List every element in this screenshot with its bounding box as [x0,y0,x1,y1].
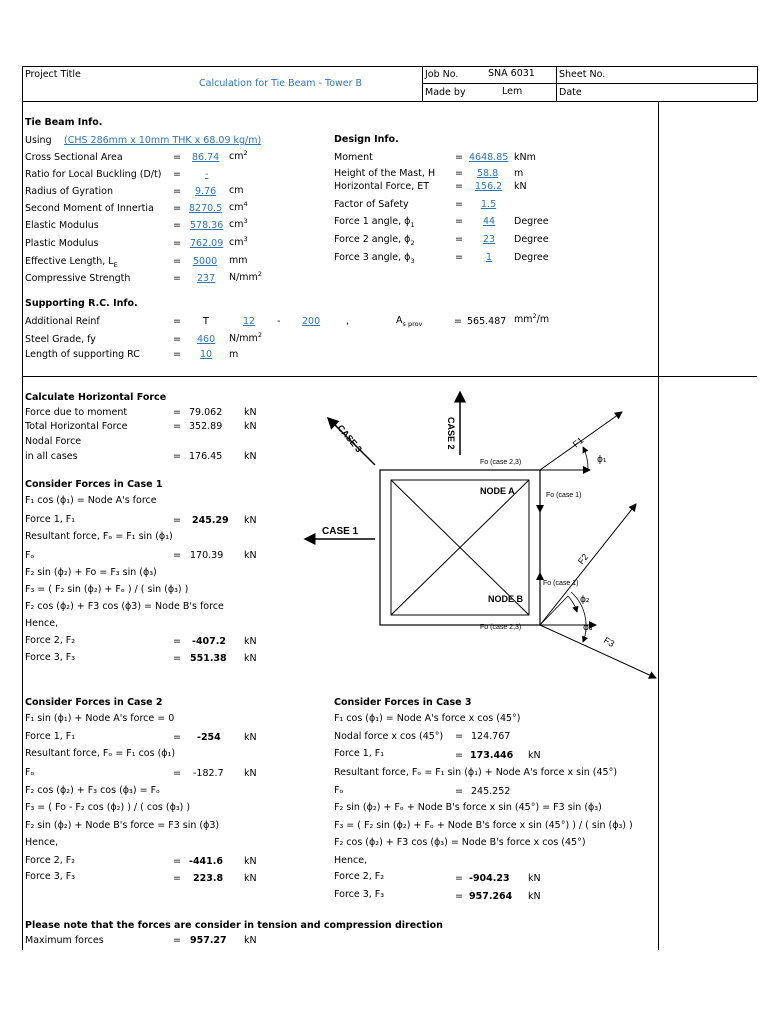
case1-label: CASE 1 [322,526,359,537]
case1-f1-eq: = [173,515,181,526]
case2-label: CASE 2 [446,417,456,450]
reinf-eq: = [173,316,181,327]
horizontal-row-label: Total Horizontal Force [25,421,128,432]
header-bottom-line [22,101,757,102]
tie-row-label: Cross Sectional Area [25,152,123,163]
tie-row-label: Plastic Modulus [25,238,99,249]
rc-length-label: Length of supporting RC [25,349,140,360]
design-row-label: Height of the Mast, H [334,168,436,179]
case3-f2-value: -904.23 [469,873,510,884]
tie-row-unit: $cm^4$ [229,199,248,213]
design-row-label: Horizontal Force, ET [334,181,430,192]
reinf-spacing[interactable]: 200 [302,316,321,327]
case2-f3-value: 223.8 [193,873,224,884]
section-divider-1 [22,376,757,377]
reinf-dash: - [277,316,281,327]
steel-grade-unit: $N/mm^2$ [229,330,262,344]
case2-f3-unit: kN [244,873,257,884]
case1-fo-eq: = [173,550,181,561]
fo-b-label: Fo (case 1) [543,580,579,587]
design-row-label: Force 1 angle, $\phi_1$ [334,216,415,229]
case2-f2-unit: kN [244,856,257,867]
case1-f1-label: Force 1, F₁ [25,514,76,525]
case3-line1: F₁ cos (ϕ₁) = Node A's force x cos (45°) [334,713,521,724]
case2-f1-eq: = [173,732,181,743]
design-row-label: Force 3 angle, $\phi_3$ [334,252,415,265]
case2-resultant: Resultant force, Fₒ = F₁ cos (ϕ₁) [25,748,176,759]
frame-right-line [757,66,758,101]
design-info-heading: Design Info. [334,134,399,145]
f2-arrow [540,504,636,625]
case1-f3-eq: = [173,653,181,664]
date-label: Date [559,87,582,98]
case2-fo-unit: kN [244,768,257,779]
fo-top-label: Fo (case 2,3) [480,459,522,466]
case3-nodal-value: 124.767 [471,731,511,742]
frame-left-line [22,66,23,950]
reinf-comma: , [346,316,350,327]
case2-line4: F₂ sin (ϕ₂) + Node B's force = F3 sin (ϕ3) [25,820,220,831]
horizontal-row-unit: kN [244,421,257,432]
fo-a-label: Fo (case 1) [546,492,582,499]
tie-row-label: Ratio for Local Buckling (D/t) [25,169,162,180]
case3-fo-eq: = [455,786,463,797]
case3-f1-value: 173.446 [470,750,514,761]
tie-row-unit: $cm^3$ [229,216,248,230]
horizontal-force-heading: Calculate Horizontal Force [25,392,167,403]
horizontal-row-label: Nodal Force [25,436,82,447]
using-label: Using [25,135,52,146]
case3-f3-unit: kN [528,891,541,902]
case1-f1-value: 245.29 [192,515,229,526]
case1-fo-label: Fₒ [25,550,35,561]
tie-row-value[interactable]: 9.76 [195,186,217,197]
case3-f2-eq: = [455,873,463,884]
case1-f2-label: Force 2, F₂ [25,635,76,646]
as-prov-label: $A_{s prov}$ [396,315,423,328]
tie-row-unit: mm [229,255,248,266]
summary-note: Please note that the forces are consider in tension and compression direction [25,920,443,931]
case3-f1-label: Force 1, F₁ [334,748,385,759]
steel-grade-label: Steel Grade, fy [25,334,96,345]
case2-line3: F₃ = ( Fo - F₂ cos (ϕ₂) ) / ( cos (ϕ₃) ) [25,802,191,813]
tie-beam-heading: Tie Beam Info. [25,117,103,128]
tie-row-unit: cm [229,185,244,196]
job-no-label: Job No. [425,69,459,80]
as-prov-unit: $mm^2/m$ [514,311,550,325]
case1-line2: F₂ sin (ϕ₂) + Fo = F₃ sin (ϕ₃) [25,567,157,578]
tie-row-unit: $cm^2$ [229,148,248,162]
design-row-value[interactable]: 1 [486,252,493,263]
case2-fo-eq: = [173,768,181,779]
max-forces-value: 957.27 [190,935,227,946]
rc-length-unit: m [229,349,239,360]
additional-reinf-label: Additional Reinf [25,316,100,327]
tie-row-value[interactable]: 8270.5 [189,203,223,214]
case1-f1-unit: kN [244,515,257,526]
case3-f2-unit: kN [528,873,541,884]
case1-fo-unit: kN [244,550,257,561]
case3-f3-eq: = [455,891,463,902]
project-title-label: Project Title [25,69,81,80]
case2-f1-value: -254 [197,732,221,743]
design-row-eq: = [455,152,463,163]
design-row-unit: m [514,168,524,179]
tie-row-unit: $N/mm^2$ [229,269,262,283]
steel-grade-value[interactable]: 460 [197,334,216,345]
case3-f3-label: Force 3, F₃ [334,889,385,900]
tie-row-value[interactable]: 237 [197,273,216,284]
f3-arrow [540,625,656,678]
angle-arc-2 [568,596,577,612]
design-row-eq: = [455,168,463,179]
tie-row-label: Second Moment of Innertia [25,203,154,214]
made-by-label: Made by [425,87,466,98]
tie-row-eq: = [173,273,181,284]
case1-hence: Hence, [25,618,59,629]
made-by-value: Lem [502,86,523,97]
sheet-no-label: Sheet No. [559,69,606,80]
design-row-eq: = [455,216,463,227]
tie-row-eq: = [173,238,181,249]
phi1-label: ϕ₁ [597,455,607,465]
tie-row-eq: = [173,169,181,180]
ref-line-b [540,596,568,625]
horizontal-row-value: 176.45 [189,451,223,462]
case1-line1: F₁ cos (ϕ₁) = Node A's force [25,495,157,506]
tie-row-eq: = [173,186,181,197]
case1-line3: F₃ = ( F₂ sin (ϕ₂) + Fₒ ) / ( sin (ϕ₃) ) [25,584,189,595]
f1-label: F1 [570,435,586,450]
node-b-label: NODE B [488,594,524,604]
case2-heading: Consider Forces in Case 2 [25,697,163,708]
tie-row-label: Effective Length, $L_E$ [25,256,118,269]
case2-f1-label: Force 1, F₁ [25,731,76,742]
horizontal-row-unit: kN [244,451,257,462]
case3-line2: F₂ sin (ϕ₂) + Fₒ + Node B's force x sin (45°) = F3 sin (ϕ₃) [334,802,602,813]
design-row-eq: = [455,181,463,192]
rc-length-eq: = [173,349,181,360]
case3-heading: Consider Forces in Case 3 [334,697,472,708]
header-col-line-1 [422,66,423,101]
node-a-label: NODE A [480,486,515,496]
f2-label: F2 [575,551,591,567]
f3-label: F3 [602,635,617,649]
case2-f1-unit: kN [244,732,257,743]
tie-row-label: Compressive Strength [25,273,131,284]
tie-row-eq: = [173,220,181,231]
header-mid-line [422,83,757,84]
design-row-unit: kNm [514,152,536,163]
design-row-label: Moment [334,152,373,163]
tie-row-unit: $cm^3$ [229,234,248,248]
design-row-label: Force 2 angle, $\phi_2$ [334,234,415,247]
case2-f3-label: Force 3, F₃ [25,871,76,882]
case3-hence: Hence, [334,855,368,866]
case1-f2-unit: kN [244,636,257,647]
as-prov-eq: = [454,316,462,327]
as-prov-value: 565.487 [467,316,507,327]
case1-f3-value: 551.38 [190,653,227,664]
design-row-eq: = [455,234,463,245]
tie-row-label: Radius of Gyration [25,186,113,197]
design-row-unit: Degree [514,216,549,227]
tie-row-value[interactable]: 762.09 [190,238,224,249]
design-row-value[interactable]: 44 [483,216,496,227]
case3-line4: F₂ cos (ϕ₂) + F3 cos (ϕ₃) = Node B's force x cos (45°) [334,837,586,848]
case3-fo-value: 245.252 [471,786,511,797]
case1-f3-unit: kN [244,653,257,664]
case3-label: CASE 3 [335,422,365,455]
case3-nodal-label: Nodal force x cos (45°) [334,731,444,742]
design-row-unit: Degree [514,252,549,263]
case2-f2-eq: = [173,856,181,867]
horizontal-row-eq: = [173,407,181,418]
case2-f2-value: -441.6 [189,856,223,867]
case3-line3: F₃ = ( F₂ sin (ϕ₂) + Fₒ + Node B's force x sin (45°) ) / ( sin (ϕ₃) ) [334,820,633,831]
reinf-bar-type: T [203,316,209,327]
case3-f2-label: Force 2, F₂ [334,871,385,882]
design-row-value[interactable]: 58.8 [477,168,499,179]
case1-heading: Consider Forces in Case 1 [25,479,163,490]
case3-resultant: Resultant force, Fₒ = F₁ sin (ϕ₁) + Node A's force x sin (45°) [334,767,618,778]
job-no-value: SNA 6031 [488,68,535,79]
tie-row-value[interactable]: 578.36 [190,220,224,231]
max-forces-label: Maximum forces [25,935,104,946]
max-forces-eq: = [173,935,181,946]
case1-f2-value: -407.2 [192,636,226,647]
case3-f1-unit: kN [528,750,541,761]
tie-row-value[interactable]: 86.74 [192,152,220,163]
design-row-unit: Degree [514,234,549,245]
horizontal-row-label: in all cases [25,451,78,462]
case2-line1: F₁ sin (ϕ₁) + Node A's force = 0 [25,713,175,724]
calc-title: Calculation for Tie Beam - Tower B [199,78,363,89]
tie-row-eq: = [173,256,181,267]
tie-row-eq: = [173,203,181,214]
case1-line4: F₂ cos (ϕ₂) + F3 cos (ϕ3) = Node B's force [25,601,224,612]
design-row-label: Factor of Safety [334,199,409,210]
tie-row-value[interactable]: - [205,169,209,180]
max-forces-unit: kN [244,935,257,946]
design-row-value[interactable]: 1.5 [481,199,497,210]
horizontal-row-value: 79.062 [189,407,223,418]
case2-fo-value: -182.7 [193,768,224,779]
tie-row-label: Elastic Modulus [25,220,99,231]
steel-grade-eq: = [173,334,181,345]
horizontal-row-value: 352.89 [189,421,223,432]
phi2-label: ϕ₂ [580,595,590,605]
horizontal-row-eq: = [173,421,181,432]
design-row-value[interactable]: 23 [483,234,496,245]
design-row-eq: = [455,199,463,210]
angle-arc-1 [583,447,588,470]
case1-resultant: Resultant force, Fₒ = F₁ sin (ϕ₁) [25,531,173,542]
design-row-eq: = [455,252,463,263]
case2-f2-label: Force 2, F₂ [25,855,76,866]
case2-hence: Hence, [25,837,59,848]
case3-nodal-eq: = [455,731,463,742]
using-section-link[interactable]: (CHS 286mm x 10mm THK x 68.09 kg/m) [64,135,262,146]
phi3-label: ϕ₃ [583,623,593,633]
design-row-unit: kN [514,181,527,192]
case2-f3-eq: = [173,873,181,884]
case1-fo-value: 170.39 [190,550,224,561]
header-col-line-2 [556,66,557,101]
horizontal-row-label: Force due to moment [25,407,128,418]
design-row-value[interactable]: 156.2 [475,181,503,192]
force-diagram [300,380,660,690]
case1-f2-eq: = [173,636,181,647]
supporting-rc-heading: Supporting R.C. Info. [25,298,138,309]
case3-f1-eq: = [455,750,463,761]
tie-row-eq: = [173,152,181,163]
horizontal-row-unit: kN [244,407,257,418]
case3-f3-value: 957.264 [469,891,513,902]
reinf-bar-diameter[interactable]: 12 [243,316,256,327]
case2-line2: F₂ cos (ϕ₂) + F₃ cos (ϕ₃) = Fₒ [25,785,160,796]
case3-fo-label: Fₒ [334,785,344,796]
tie-row-value[interactable]: 5000 [193,256,218,267]
case2-fo-label: Fₒ [25,767,35,778]
design-row-value[interactable]: 4648.85 [469,152,509,163]
fo-bottom-label: Fo (case 2,3) [480,624,522,631]
case1-f3-label: Force 3, F₃ [25,652,76,663]
rc-length-value[interactable]: 10 [200,349,213,360]
horizontal-row-eq: = [173,451,181,462]
frame-top-line [22,66,757,67]
